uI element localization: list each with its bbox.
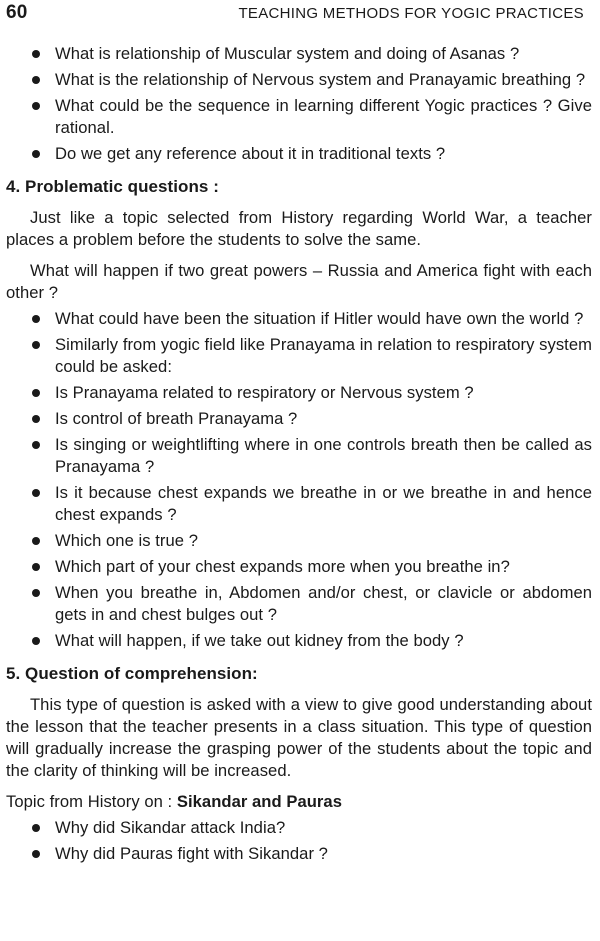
list-item [6, 843, 592, 865]
running-title: TEACHING METHODS FOR YOGIC PRACTICES [238, 5, 584, 22]
bullet-icon [32, 563, 40, 571]
list-item [6, 434, 592, 478]
list-item [6, 530, 592, 552]
page-number: 60 [6, 2, 28, 23]
list-item [6, 630, 592, 652]
list-item [6, 408, 592, 430]
list-item-text: What is the relationship of Nervous system and Pranayamic breathing ? [55, 70, 586, 89]
bullet-icon [32, 850, 40, 858]
bullet-icon [32, 102, 40, 110]
list-item [6, 95, 592, 139]
list-item-text: What could have been the situation if Hitler would have own the world ? [55, 309, 584, 328]
list-item [6, 143, 592, 165]
paragraph: Just like a topic selected from History regarding World War, a teacher places a problem before the students to solve the same. [6, 208, 592, 249]
bullet-icon [32, 589, 40, 597]
bullet-icon [32, 537, 40, 545]
list-item [6, 482, 592, 526]
bullet-icon [32, 441, 40, 449]
topic-title: Sikandar and Pauras [176, 792, 342, 811]
paragraph: This type of question is asked with a view to give good understanding about the lesson that the teacher presents in a class situation. This type of question will gradually increase the grasping power of the students about the topic and the clarity of thinking will be increased. [6, 695, 592, 780]
list-item-text: Why did Pauras fight with Sikandar ? [55, 844, 328, 863]
bullet-icon [32, 341, 40, 349]
bullet-icon [32, 489, 40, 497]
bullet-icon [32, 76, 40, 84]
bullet-icon [32, 824, 40, 832]
list-item-text: What is relationship of Muscular system and doing of Asanas ? [55, 44, 520, 63]
list-item-text: Is it because chest expands we breathe in or we breathe in and hence chest expands ? [55, 483, 592, 524]
list-item [6, 334, 592, 378]
list-item-text: Is singing or weightlifting where in one controls breath then be called as Pranayama ? [55, 435, 592, 476]
list-item [6, 382, 592, 404]
list-item-text: Is Pranayama related to respiratory or Nervous system ? [55, 383, 474, 402]
bullet-icon [32, 50, 40, 58]
page-header [6, 2, 592, 26]
list-item-text: Which one is true ? [55, 531, 198, 550]
list-item-text: Similarly from yogic field like Pranayama in relation to respiratory system could be asked: [55, 335, 592, 376]
list-item-text: What will happen, if we take out kidney from the body ? [55, 631, 464, 650]
bullet-icon [32, 415, 40, 423]
list-item [6, 43, 592, 65]
list-item [6, 582, 592, 626]
list-item-text: Why did Sikandar attack India? [55, 818, 286, 837]
continued-question-list [6, 43, 592, 165]
list-item-text: What could be the sequence in learning different Yogic practices ? Give rational. [55, 96, 592, 137]
list-item-text: When you breathe in, Abdomen and/or chest, or clavicle or abdomen gets in and chest bulges out ? [55, 583, 592, 624]
page-body [6, 43, 592, 865]
section-heading-question-of-comprehension: 5. Question of comprehension: [6, 664, 258, 683]
list-item [6, 556, 592, 578]
topic-prefix: Topic from History on : [6, 792, 177, 811]
list-item-text: Is control of breath Pranayama ? [55, 409, 298, 428]
topic-line [6, 791, 592, 813]
problematic-question-list [6, 308, 592, 652]
list-item [6, 308, 592, 330]
bullet-icon [32, 315, 40, 323]
comprehension-question-list [6, 817, 592, 865]
list-item [6, 69, 592, 91]
section-heading-problematic-questions: 4. Problematic questions : [6, 177, 219, 196]
bullet-icon [32, 150, 40, 158]
list-item [6, 817, 592, 839]
list-item-text: Do we get any reference about it in traditional texts ? [55, 144, 446, 163]
paragraph: What will happen if two great powers – Russia and America fight with each other ? [6, 261, 592, 302]
bullet-icon [32, 389, 40, 397]
bullet-icon [32, 637, 40, 645]
list-item-text: Which part of your chest expands more when you breathe in? [55, 557, 510, 576]
